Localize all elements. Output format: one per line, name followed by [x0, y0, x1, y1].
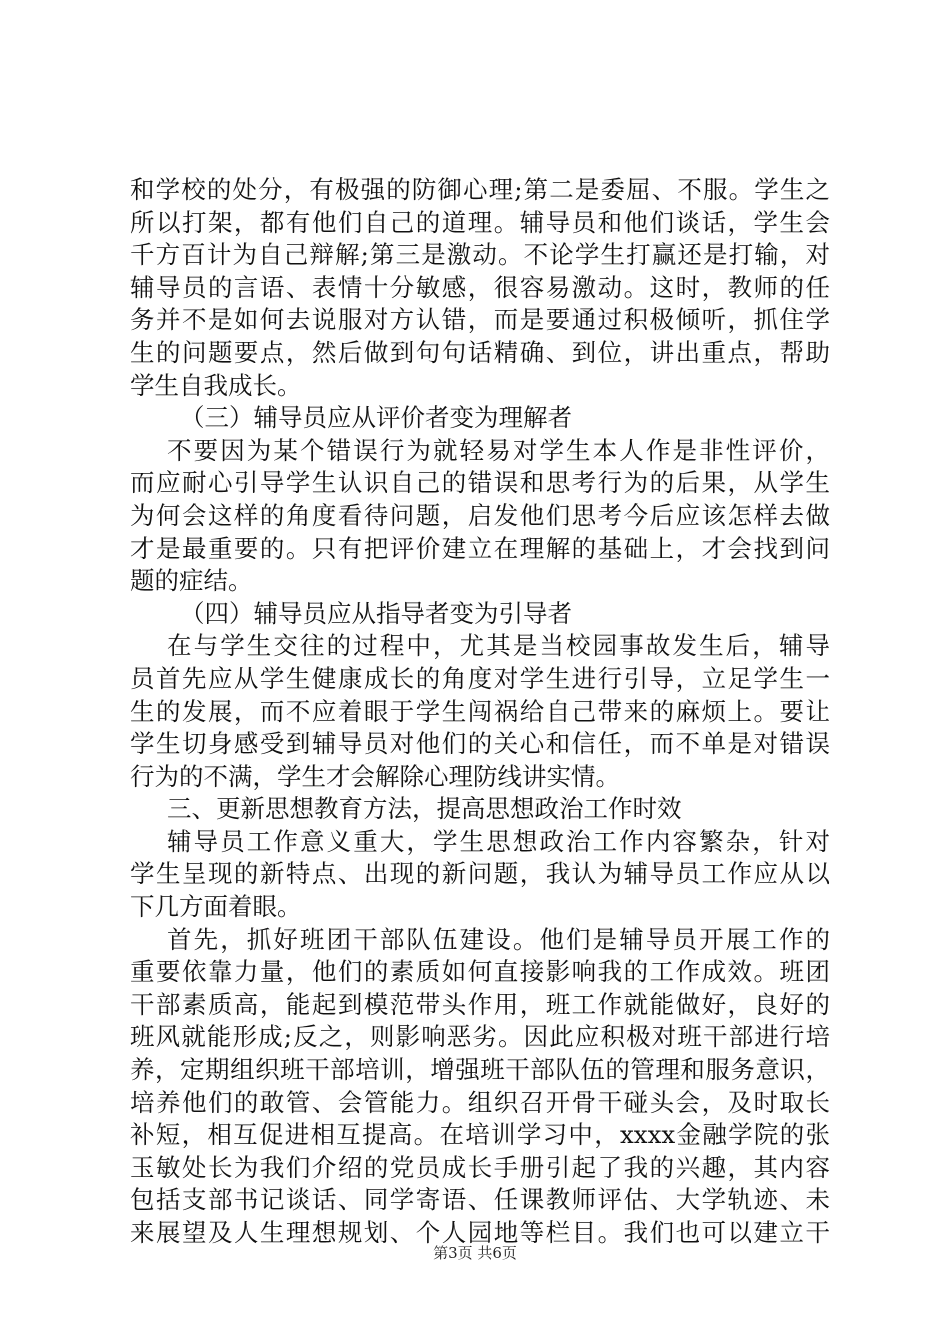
paragraph-line: 题的症结。 [130, 566, 253, 596]
paragraph-line: 培养他们的敢管、会管能力。组织召开骨干碰头会，及时取长 [130, 1087, 830, 1117]
paragraph-line: 而应耐心引导学生认识自己的错误和思考行为的后果，从学生 [130, 468, 830, 498]
paragraph-line: 学生自我成长。 [130, 370, 302, 400]
paragraph-line: 所以打架，都有他们自己的道理。辅导员和他们谈话，学生会 [130, 207, 830, 237]
paragraph-line: 首先，抓好班团干部队伍建设。他们是辅导员开展工作的 [167, 924, 830, 954]
paragraph-line: 玉敏处长为我们介绍的党员成长手册引起了我的兴趣，其内容 [130, 1152, 830, 1182]
paragraph-line: 不要因为某个错误行为就轻易对学生本人作是非性评价， [167, 435, 830, 465]
document-body [130, 174, 830, 1250]
paragraph-line: 行为的不满，学生才会解除心理防线讲实情。 [130, 761, 620, 791]
paragraph-line: 生的发展，而不应着眼于学生闯祸给自己带来的麻烦上。要让 [130, 696, 830, 726]
section-heading: （四）辅导员应从指导者变为引导者 [180, 598, 572, 628]
paragraph-line: 生的问题要点，然后做到句句话精确、到位，讲出重点，帮助 [130, 337, 830, 367]
paragraph-line: 才是最重要的。只有把评价建立在理解的基础上，才会找到问 [130, 533, 830, 563]
paragraph-line: 包括支部书记谈话、同学寄语、任课教师评估、大学轨迹、未 [130, 1185, 830, 1215]
paragraph-line: 补短，相互促进相互提高。在培训学习中，xxxx金融学院的张 [130, 1120, 830, 1150]
paragraph-line: 养，定期组织班干部培训，增强班干部队伍的管理和服务意识， [130, 1055, 830, 1085]
paragraph-line: 来展望及人生理想规划、个人园地等栏目。我们也可以建立干 [130, 1218, 830, 1247]
section-heading: （三）辅导员应从评价者变为理解者 [180, 403, 572, 433]
paragraph-line: 员首先应从学生健康成长的角度对学生进行引导，立足学生一 [130, 663, 830, 693]
paragraph-line: 千方百计为自己辩解;第三是激动。不论学生打赢还是打输，对 [130, 240, 830, 270]
page-footer: 第3页 共6页 [433, 1244, 517, 1262]
paragraph-line: 学生切身感受到辅导员对他们的关心和信任，而不单是对错误 [130, 729, 830, 759]
paragraph-line: 在与学生交往的过程中，尤其是当校园事故发生后，辅导 [167, 631, 830, 661]
paragraph-line: 和学校的处分，有极强的防御心理;第二是委屈、不服。学生之 [130, 175, 830, 204]
paragraph-line: 为何会这样的角度看待问题，启发他们思考今后应该怎样去做 [130, 500, 830, 530]
paragraph-line: 辅导员工作意义重大，学生思想政治工作内容繁杂，针对 [167, 826, 830, 856]
paragraph-line: 重要依靠力量，他们的素质如何直接影响我的工作成效。班团 [130, 957, 830, 987]
section-heading: 三、更新思想教育方法，提高思想政治工作时效 [167, 794, 682, 824]
paragraph-line: 干部素质高，能起到模范带头作用，班工作就能做好，良好的 [130, 989, 830, 1019]
paragraph-line: 下几方面着眼。 [130, 892, 302, 922]
paragraph-line: 学生呈现的新特点、出现的新问题，我认为辅导员工作应从以 [130, 859, 830, 889]
paragraph-line: 班风就能形成;反之，则影响恶劣。因此应积极对班干部进行培 [130, 1022, 830, 1052]
paragraph-line: 辅导员的言语、表情十分敏感，很容易激动。这时，教师的任 [130, 272, 830, 302]
paragraph-line: 务并不是如何去说服对方认错，而是要通过积极倾听，抓住学 [130, 305, 830, 335]
